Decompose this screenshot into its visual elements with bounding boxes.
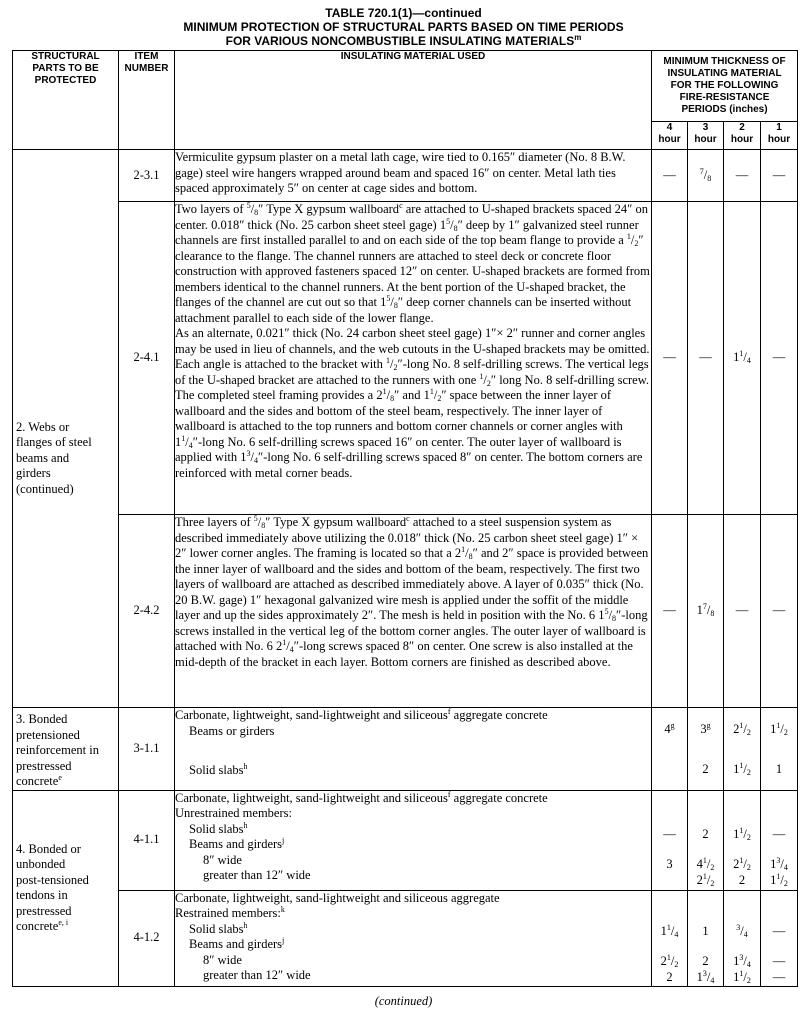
title-line-2: MINIMUM PROTECTION OF STRUCTURAL PARTS BASED ON TIME PERIODS [183,20,624,34]
item-number: 2-3.1 [119,150,175,202]
header-2-hour: 2 hour [724,122,761,150]
value-4-hour: — [652,202,688,515]
header-structural-parts: STRUCTURAL PARTS TO BE PROTECTED [13,51,119,150]
material-description: Carbonate, lightweight, sand-lightweight and siliceous$^f$ aggregate concrete Beams or girders Solid slabs$^h$ [175,708,652,791]
table-row [13,515,798,708]
material-description: Carbonate, lightweight, sand-lightweight and siliceous aggregate Restrained members:$^k$ Solid slabs$^h$ Beams and girders$^j$ 8″ wide greater than 12″ wide [175,890,652,986]
value-4-hour: — [652,515,688,708]
material-description: Three layers of $^5/_8''$ Type X gypsum wallboard$^c$ attached to a steel suspension system as described immediately above utilizing the 0.018″ thick (No. 25 carbon sheet steel gage) 1″ × 2″ lower corner angles. The framing is located so that a $2^1/_8''$ and 2″ space is provided between the inner layer of wallboard and the sides and bottom of the beam, respectively. The first two layers of wallboard are attached as described immediately above. A layer of 0.035″ thick (No. 20 B.W. gage) 1″ hexagonal galvanized wire mesh is applied under the soffit of the middle layer and up the sides approximately 2″. The mesh is held in position with the No. 6 $1^5/_8''$-long screws installed in the vertical leg of the bottom corner angles. The outer layer of wallboard is attached with No. 6 $2^1/_4''$-long screws spaced 8″ on center. One screw is also installed at the mid-depth of the bracket in each layer. Bottom corners are finished as described above. [175,515,652,708]
item-number: 4-1.1 [119,790,175,890]
group-webs-flanges: 2. Webs or flanges of steel beams and girders (continued) [13,150,119,708]
material-description: Carbonate, lightweight, sand-lightweight and siliceous$^f$ aggregate concrete Unrestrained members: Solid slabs$^h$ Beams and girders$^j$ 8″ wide greater than 12″ wide [175,790,652,890]
item-number: 2-4.2 [119,515,175,708]
value-1-hour: — [761,202,798,515]
title-line-1: TABLE 720.1(1)—continued [325,6,482,20]
continued-note: (continued) [374,994,433,1008]
material-description: Two layers of $^5/_8''$ Type X gypsum wallboard$^c$ are attached to U-shaped brackets spaced 24″ on center. 0.018″ thick (No. 25 carbon sheet steel gage) $1^5/_8''$ deep by 1″ galvanized steel runner channels are first installed parallel to and on each side of the top beam flange to provide a $^1/_2''$ clearance to the flange. The channel runners are attached to steel deck or concrete floor construction with approved fasteners spaced 12″ on center. U-shaped brackets are formed from members identical to the channel runners. At the bent portion of the U-shaped bracket, the flanges of the channel are cut out so that $1^5/_8''$ deep corner channels can be inserted without attachment parallel to each side of the lower flange. As an alternate, 0.021″ thick (No. 24 carbon sheet steel gage) 1″× 2″ runner and corner angles may be used in lieu of channels, and the web cutouts in the U-shaped brackets may be omitted. Each angle is attached to the bracket with $^1/_2''$-long No. 8 self-drilling screws. The vertical legs of the U-shaped bracket are attached to the runners with one $^1/_2''$ long No. 8 self-drilling screw. The completed steel framing provides a $2^1/_8''$ and $1^1/_2''$ space between the inner layer of wallboard and the sides and bottom of the steel beam, respectively. The inner layer of wallboard is attached to the top runners and bottom corner channels or corner angles with $1^1/_4''$-long No. 6 self-drilling screws spaced 16″ on center. The outer layer of wallboard is applied with $1^3/_4''$-long No. 6 self-drilling screws spaced 8″ on center. The bottom corners are reinforced with metal corner beads. [175,202,652,515]
table-row [13,150,798,202]
value-1-hour: — [761,515,798,708]
title-line-3: FOR VARIOUS NONCOMBUSTIBLE INSULATING MATERIALS$^m$ [225,33,582,48]
value-1-hour: $1^1/_2$ 1 [761,708,798,791]
header-4-hour: 4 hour [652,122,688,150]
protection-table [12,50,798,987]
item-number: 3-1.1 [119,708,175,791]
header-insulating-material: INSULATING MATERIAL USED [175,51,652,150]
value-4-hour: $1^1/_4$ $2^1/_2$ 2 [652,890,688,986]
table-title [0,6,807,48]
value-3-hour: — [688,202,724,515]
header-1-hour: 1 hour [761,122,798,150]
value-2-hour: $1^1/_4$ [724,202,761,515]
value-3-hour: 3$^g$ 2 [688,708,724,791]
value-2-hour: — [724,150,761,202]
value-4-hour: 4$^g$ [652,708,688,791]
header-item-number: ITEM NUMBER [119,51,175,150]
value-1-hour: — [761,150,798,202]
table-row [13,708,798,791]
value-1-hour: — — — [761,890,798,986]
table-row [13,890,798,986]
value-3-hour: $^7/_8$ [688,150,724,202]
header-3-hour: 3 hour [688,122,724,150]
value-4-hour: — 3 [652,790,688,890]
value-3-hour: $1^7/_8$ [688,515,724,708]
group-bonded-pretensioned: 3. Bonded pretensioned reinforcement in prestressed concrete$^e$ [13,708,119,791]
value-3-hour: 2 $4^1/_2$ $2^1/_2$ [688,790,724,890]
value-2-hour: $^3/_4$ $1^3/_4$ $1^1/_2$ [724,890,761,986]
table-row [13,790,798,890]
value-2-hour: — [724,515,761,708]
value-3-hour: 1 2 $1^3/_4$ [688,890,724,986]
item-number: 4-1.2 [119,890,175,986]
table-row [13,202,798,515]
value-2-hour: $2^1/_2$ $1^1/_2$ [724,708,761,791]
item-number: 2-4.1 [119,202,175,515]
group-post-tensioned: 4. Bonded or unbonded post-tensioned tendons in prestressed concrete$^{e, i}$ [13,790,119,986]
header-min-thickness: MINIMUM THICKNESS OF INSULATING MATERIAL FOR THE FOLLOWING FIRE-RESISTANCE PERIODS (inches) [652,51,798,122]
value-2-hour: $1^1/_2$ $2^1/_2$ 2 [724,790,761,890]
material-description: Vermiculite gypsum plaster on a metal lath cage, wire tied to 0.165″ diameter (No. 8 B.W. gage) steel wire hangers wrapped around beam and spaced 16″ on center. Metal lath ties spaced approximately 5″ on center at cage sides and bottom. [175,150,652,202]
value-1-hour: — $1^3/_4$ $1^1/_2$ [761,790,798,890]
value-4-hour: — [652,150,688,202]
